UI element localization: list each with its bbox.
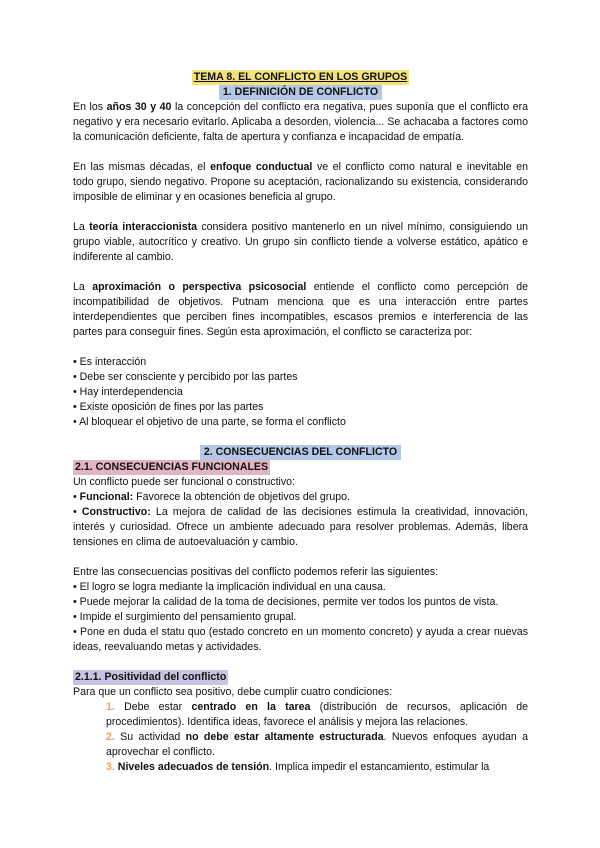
list-item: • El logro se logra mediante la implicación individual en una causa.: [73, 581, 386, 593]
functional-intro: Un conflicto puede ser funcional o constructivo:: [73, 476, 296, 488]
positive-intro: Entre las consecuencias positivas del conflicto podemos referir las siguientes:: [73, 566, 439, 578]
conditions-intro: Para que un conflicto sea positivo, debe cumplir cuatro condiciones:: [73, 686, 393, 698]
subsection-2-1-heading: 2.1. CONSECUENCIAS FUNCIONALES: [75, 461, 269, 473]
list-item: • Pone en duda el statu quo (estado concreto en un momento concreto) y ayuda a crear nuevas ideas, reevaluando metas y actividades.: [73, 626, 528, 653]
list-item: • Debe ser consciente y percibido por las partes: [73, 371, 298, 383]
section-2-heading: 2. CONSECUENCIAS DEL CONFLICTO: [200, 445, 401, 460]
paragraph-4: La aproximación o perspectiva psicosocial entiende el conflicto como percepción de incompatibilidad de objetivos. Putnam menciona que es una interacción entre partes interdependientes que perciben fines incompatibles, escasos premios e interferencia de las partes para conseguir fines. Según esta aproximación, el conflicto se caracteriza por:: [73, 281, 528, 338]
paragraph-2: En las mismas décadas, el enfoque conductual ve el conflicto como natural e inevitable en todo grupo, siendo negativo. Propone su aceptación, racionalizando su existencia, considerando imposible de eliminar y en ocasiones beneficia al grupo.: [73, 161, 529, 203]
paragraph-3: La teoría interaccionista considera positivo mantenerlo en un nivel mínimo, consiguiendo un grupo viable, autocrítico y creativo. Un grupo sin conflicto tiende a volverse estático, apático e indiferente al cambio.: [73, 221, 528, 263]
subsection-2-1-1-heading: 2.1.1. Positividad del conflicto: [75, 671, 227, 683]
condition-3: 3. Niveles adecuados de tensión. Implica impedir el estancamiento, estimular la: [106, 761, 490, 773]
section-1-heading-wrap: [73, 85, 528, 100]
document-page: [73, 70, 528, 775]
characteristics-list: [73, 355, 528, 430]
list-item: • Es interacción: [73, 356, 147, 368]
condition-1: 1. Debe estar centrado en la tarea (distribución de recursos, aplicación de procedimientos). Identifica ideas, favorece el análisis y mejora las relaciones.: [106, 701, 528, 728]
constructive-item: • Constructivo: La mejora de calidad de las decisiones estimula la creatividad, innovación, interés y curiosidad. Ofrece un ambiente adecuado para resolver problemas. Además, libera tensiones en clima de autoevaluación y cambio.: [73, 506, 528, 548]
document-title: TEMA 8. EL CONFLICTO EN LOS GRUPOS: [193, 71, 408, 83]
list-item: • Hay interdependencia: [73, 386, 183, 398]
list-item: • Impide el surgimiento del pensamiento grupal.: [73, 611, 297, 623]
section-1-heading: 1. DEFINICIÓN DE CONFLICTO: [219, 85, 382, 100]
paragraph-1: En los años 30 y 40 la concepción del conflicto era negativa, pues suponía que el conflicto era negativo y era necesario evitarlo. Aplicaba a desorden, violencia... Se achacaba a factores como la comunicación deficiente, falta de apertura y confianza e incapacidad de empatía.: [73, 101, 528, 143]
functional-item: • Funcional: Favorece la obtención de objetivos del grupo.: [73, 491, 350, 503]
list-item: • Existe oposición de fines por las partes: [73, 401, 264, 413]
list-item: • Puede mejorar la calidad de la toma de decisiones, permite ver todos los puntos de vista.: [73, 596, 499, 608]
section-2-heading-wrap: [73, 445, 528, 460]
positive-list: [73, 580, 528, 655]
list-item: • Al bloquear el objetivo de una parte, se forma el conflicto: [73, 416, 346, 428]
condition-2: 2. Su actividad no debe estar altamente estructurada. Nuevos enfoques ayudan a aprovechar el conflicto.: [106, 731, 528, 758]
